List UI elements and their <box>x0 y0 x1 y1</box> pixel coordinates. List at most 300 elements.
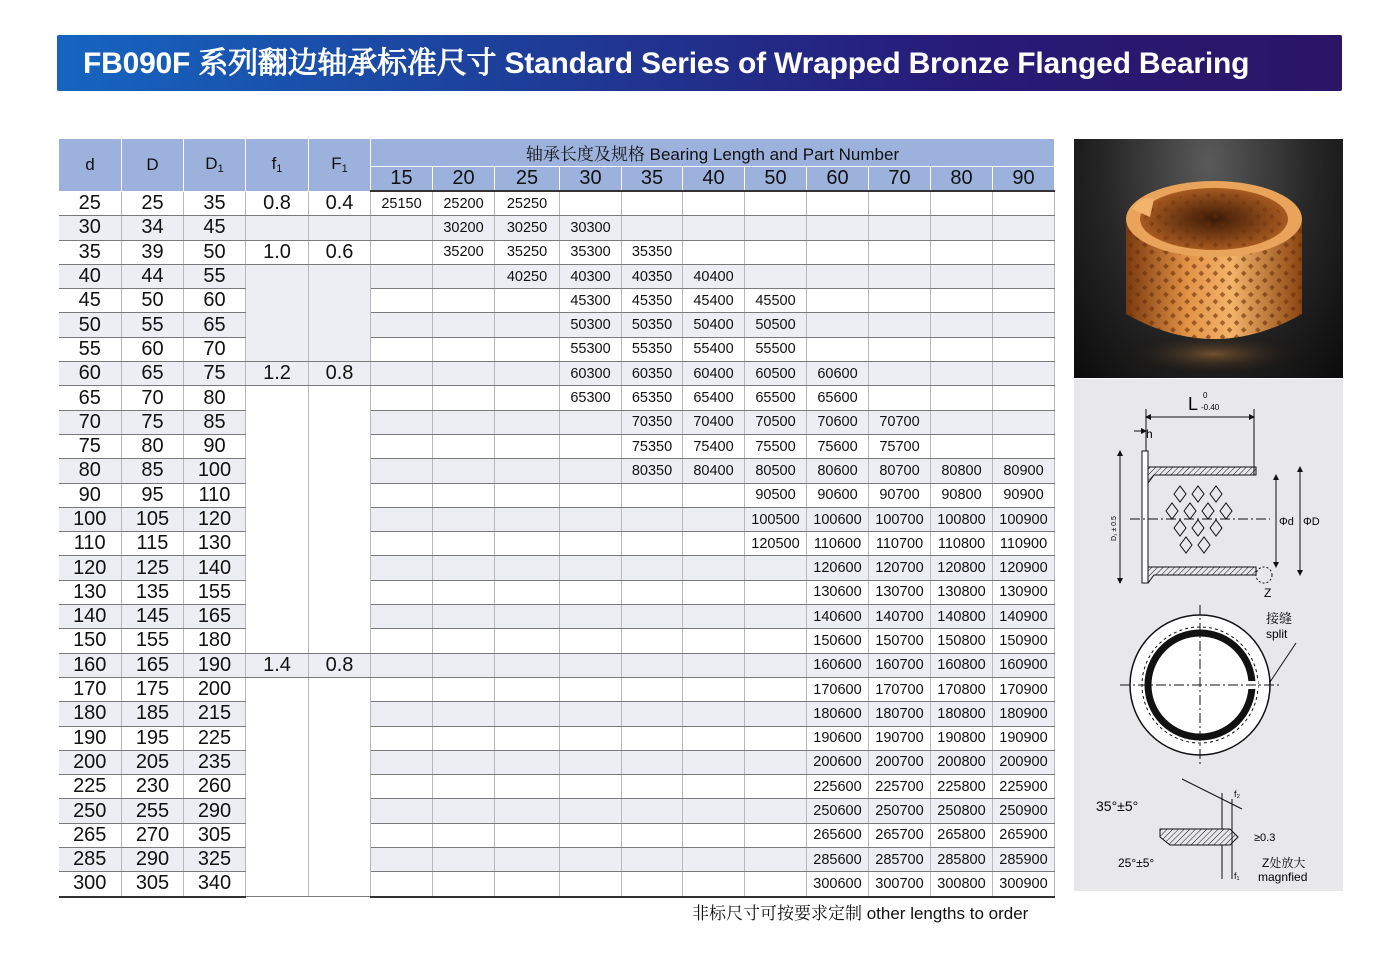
part-number-cell <box>745 264 807 288</box>
part-number-cell: 120800 <box>931 556 993 580</box>
part-number-cell: 45500 <box>745 289 807 313</box>
cell-d: 305 <box>122 872 184 897</box>
part-number-cell: 265800 <box>931 823 993 847</box>
part-number-cell <box>869 313 931 337</box>
part-number-cell: 90700 <box>869 483 931 507</box>
cell-d1: 45 <box>184 216 246 240</box>
part-number-cell: 180600 <box>807 702 869 726</box>
part-number-cell <box>371 580 433 604</box>
clearance-label: ≥0.3 <box>1254 832 1276 844</box>
cell-f1 <box>309 264 371 361</box>
part-number-cell: 70600 <box>807 410 869 434</box>
part-number-cell <box>495 848 560 872</box>
part-number-cell: 75350 <box>622 434 683 458</box>
part-number-cell <box>560 605 622 629</box>
cell-d: 70 <box>122 386 184 410</box>
cell-d: 145 <box>122 605 184 629</box>
cell-d1: 340 <box>184 872 246 897</box>
part-number-cell <box>371 775 433 799</box>
cell-d: 135 <box>122 580 184 604</box>
part-number-cell <box>622 629 683 653</box>
part-number-cell <box>683 216 745 240</box>
part-number-cell <box>433 848 495 872</box>
part-number-cell <box>433 799 495 823</box>
cell-d1: 130 <box>184 532 246 556</box>
table-row <box>59 240 1055 264</box>
part-number-cell <box>433 629 495 653</box>
part-number-cell <box>683 726 745 750</box>
part-number-cell: 100700 <box>869 507 931 531</box>
cell-d: 80 <box>122 434 184 458</box>
part-number-cell <box>931 240 993 264</box>
part-number-cell: 30250 <box>495 216 560 240</box>
table-row <box>59 848 1055 872</box>
part-number-cell <box>433 750 495 774</box>
part-number-cell: 250700 <box>869 799 931 823</box>
part-number-cell <box>495 386 560 410</box>
part-number-cell: 140600 <box>807 605 869 629</box>
part-number-cell: 35350 <box>622 240 683 264</box>
part-number-cell: 55300 <box>560 337 622 361</box>
part-number-cell <box>993 264 1055 288</box>
cell-d1: 90 <box>184 434 246 458</box>
part-number-cell <box>745 677 807 701</box>
part-number-cell: 65300 <box>560 386 622 410</box>
part-number-cell <box>371 337 433 361</box>
cell-f1 <box>246 264 309 361</box>
part-number-cell: 70500 <box>745 410 807 434</box>
part-number-cell: 25150 <box>371 191 433 216</box>
part-number-cell <box>495 629 560 653</box>
part-number-cell <box>622 848 683 872</box>
part-number-cell <box>931 362 993 386</box>
technical-drawing <box>1074 379 1343 891</box>
part-number-cell: 285700 <box>869 848 931 872</box>
part-number-cell: 60600 <box>807 362 869 386</box>
cell-d: 65 <box>122 362 184 386</box>
cell-d1: 65 <box>184 313 246 337</box>
part-number-cell <box>495 289 560 313</box>
part-number-cell <box>683 823 745 847</box>
table-row <box>59 872 1055 897</box>
part-number-cell <box>993 386 1055 410</box>
part-number-cell: 40400 <box>683 264 745 288</box>
part-number-cell <box>683 677 745 701</box>
part-number-cell <box>495 823 560 847</box>
cell-f1 <box>246 677 309 896</box>
part-number-cell <box>560 726 622 750</box>
part-number-cell: 120900 <box>993 556 1055 580</box>
table-row <box>59 702 1055 726</box>
part-number-cell: 80400 <box>683 459 745 483</box>
part-number-cell <box>745 653 807 677</box>
part-number-cell <box>683 653 745 677</box>
part-number-cell <box>931 289 993 313</box>
part-number-cell <box>433 410 495 434</box>
part-number-cell <box>869 386 931 410</box>
part-number-cell: 75400 <box>683 434 745 458</box>
part-number-cell <box>560 629 622 653</box>
part-number-cell: 25250 <box>495 191 560 216</box>
table-row <box>59 823 1055 847</box>
table-row <box>59 605 1055 629</box>
part-number-cell <box>869 362 931 386</box>
part-number-cell <box>371 848 433 872</box>
part-number-cell: 55500 <box>745 337 807 361</box>
header-D1: $D_1$ <box>184 139 246 191</box>
part-number-cell: 70400 <box>683 410 745 434</box>
part-number-cell <box>495 507 560 531</box>
part-number-cell <box>433 532 495 556</box>
part-number-cell <box>993 337 1055 361</box>
cell-d: 85 <box>122 459 184 483</box>
part-number-cell <box>622 653 683 677</box>
part-number-cell: 60350 <box>622 362 683 386</box>
part-number-cell: 100900 <box>993 507 1055 531</box>
table-row <box>59 459 1055 483</box>
part-number-cell: 225600 <box>807 775 869 799</box>
table-row <box>59 726 1055 750</box>
part-number-cell <box>433 677 495 701</box>
cell-d: 270 <box>122 823 184 847</box>
part-number-cell: 200700 <box>869 750 931 774</box>
part-number-cell <box>495 313 560 337</box>
part-number-cell: 45400 <box>683 289 745 313</box>
part-number-cell: 170700 <box>869 677 931 701</box>
length-tol-upper: 0 <box>1203 391 1208 400</box>
cell-d: 45 <box>59 289 122 313</box>
cell-d: 205 <box>122 750 184 774</box>
cell-d: 75 <box>122 410 184 434</box>
cell-d: 185 <box>122 702 184 726</box>
part-number-cell: 250900 <box>993 799 1055 823</box>
part-number-cell: 120700 <box>869 556 931 580</box>
table-row <box>59 313 1055 337</box>
part-number-cell <box>807 289 869 313</box>
part-number-cell <box>495 799 560 823</box>
part-number-cell: 265900 <box>993 823 1055 847</box>
cell-f1 <box>309 677 371 896</box>
part-number-cell: 160700 <box>869 653 931 677</box>
part-number-cell <box>683 556 745 580</box>
part-number-cell: 130900 <box>993 580 1055 604</box>
part-number-cell: 150600 <box>807 629 869 653</box>
part-number-cell: 75500 <box>745 434 807 458</box>
part-number-cell <box>433 507 495 531</box>
part-number-cell <box>495 726 560 750</box>
part-number-cell <box>869 191 931 216</box>
angle-bottom: 25°±5° <box>1118 856 1155 870</box>
cell-d1: 50 <box>184 240 246 264</box>
part-number-cell <box>371 726 433 750</box>
cell-d: 40 <box>59 264 122 288</box>
part-number-cell: 60500 <box>745 362 807 386</box>
cell-f1 <box>246 216 309 240</box>
part-number-cell <box>745 726 807 750</box>
part-number-cell <box>993 410 1055 434</box>
part-number-cell: 190700 <box>869 726 931 750</box>
cell-d: 200 <box>59 750 122 774</box>
cell-f1 <box>309 216 371 240</box>
cell-d: 25 <box>122 191 184 216</box>
cell-d: 35 <box>59 240 122 264</box>
part-number-cell: 140700 <box>869 605 931 629</box>
table-row <box>59 216 1055 240</box>
part-number-cell <box>683 629 745 653</box>
part-number-cell <box>683 605 745 629</box>
part-number-cell: 100600 <box>807 507 869 531</box>
part-number-cell <box>622 605 683 629</box>
part-number-cell <box>433 775 495 799</box>
part-number-cell: 200600 <box>807 750 869 774</box>
part-number-cell: 300700 <box>869 872 931 897</box>
part-number-cell <box>683 702 745 726</box>
part-number-cell <box>371 532 433 556</box>
cell-d1: 200 <box>184 677 246 701</box>
table-row <box>59 362 1055 386</box>
cell-d: 80 <box>59 459 122 483</box>
phi-d-label: Φd <box>1279 516 1294 528</box>
cell-d: 155 <box>122 629 184 653</box>
part-number-cell: 190900 <box>993 726 1055 750</box>
part-number-cell: 90900 <box>993 483 1055 507</box>
part-number-cell <box>807 191 869 216</box>
part-number-cell <box>622 799 683 823</box>
part-number-cell <box>495 532 560 556</box>
part-number-cell <box>622 677 683 701</box>
part-number-cell: 190600 <box>807 726 869 750</box>
part-number-cell <box>931 410 993 434</box>
part-number-cell <box>495 580 560 604</box>
header-d: d <box>59 139 122 191</box>
cell-d: 50 <box>122 289 184 313</box>
part-number-cell <box>560 580 622 604</box>
cell-d: 70 <box>59 410 122 434</box>
header-F1: $F_1$ <box>309 139 371 191</box>
cell-d1: 215 <box>184 702 246 726</box>
cell-f1 <box>246 386 309 653</box>
part-number-cell: 110700 <box>869 532 931 556</box>
part-number-cell <box>560 459 622 483</box>
cell-f1: 1.2 <box>246 362 309 386</box>
part-number-cell: 200900 <box>993 750 1055 774</box>
part-number-cell <box>433 313 495 337</box>
header-length: 30 <box>560 167 622 192</box>
part-number-cell <box>622 702 683 726</box>
header-D: D <box>122 139 184 191</box>
part-number-cell <box>371 216 433 240</box>
table-row <box>59 191 1055 216</box>
part-number-cell <box>683 750 745 774</box>
cell-d: 95 <box>122 483 184 507</box>
part-number-cell <box>371 434 433 458</box>
part-number-cell <box>869 264 931 288</box>
header-length: 20 <box>433 167 495 192</box>
part-number-cell <box>683 483 745 507</box>
part-number-cell <box>931 434 993 458</box>
part-number-cell <box>560 653 622 677</box>
cell-d: 120 <box>59 556 122 580</box>
part-number-cell <box>495 605 560 629</box>
part-number-cell: 90500 <box>745 483 807 507</box>
part-number-cell <box>622 580 683 604</box>
part-number-cell <box>622 507 683 531</box>
part-number-cell <box>993 434 1055 458</box>
part-number-cell: 90600 <box>807 483 869 507</box>
part-number-cell: 250800 <box>931 799 993 823</box>
cell-f1: 0.6 <box>309 240 371 264</box>
d1-label: D₁ ± 0.5 <box>1111 516 1118 541</box>
part-number-cell: 140800 <box>931 605 993 629</box>
table-row <box>59 556 1055 580</box>
part-number-cell <box>622 191 683 216</box>
part-number-cell <box>371 483 433 507</box>
part-number-cell: 80500 <box>745 459 807 483</box>
part-number-cell <box>683 872 745 897</box>
part-number-cell <box>371 459 433 483</box>
part-number-cell <box>622 872 683 897</box>
part-number-cell: 40300 <box>560 264 622 288</box>
part-number-cell <box>560 532 622 556</box>
part-number-cell <box>683 580 745 604</box>
part-number-cell: 35200 <box>433 240 495 264</box>
cell-d: 180 <box>59 702 122 726</box>
part-number-cell: 265600 <box>807 823 869 847</box>
angle-top: 35°±5° <box>1096 798 1139 814</box>
part-number-cell <box>560 823 622 847</box>
part-number-cell <box>931 216 993 240</box>
bearing-size-table <box>58 139 1055 898</box>
part-number-cell: 30300 <box>560 216 622 240</box>
part-number-cell: 65350 <box>622 386 683 410</box>
header-length: 50 <box>745 167 807 192</box>
part-number-cell: 160600 <box>807 653 869 677</box>
cell-d1: 35 <box>184 191 246 216</box>
part-number-cell: 50350 <box>622 313 683 337</box>
part-number-cell <box>560 434 622 458</box>
part-number-cell: 65400 <box>683 386 745 410</box>
cell-d: 290 <box>122 848 184 872</box>
part-number-cell <box>931 264 993 288</box>
detail-en: magnfied <box>1258 870 1308 884</box>
part-number-cell: 300800 <box>931 872 993 897</box>
part-number-cell <box>869 337 931 361</box>
part-number-cell: 40250 <box>495 264 560 288</box>
part-number-cell <box>745 605 807 629</box>
part-number-cell: 250600 <box>807 799 869 823</box>
table-row <box>59 677 1055 701</box>
part-number-cell: 150700 <box>869 629 931 653</box>
part-number-cell: 170800 <box>931 677 993 701</box>
cell-d1: 235 <box>184 750 246 774</box>
part-number-cell <box>495 872 560 897</box>
table-row <box>59 483 1055 507</box>
part-number-cell: 160900 <box>993 653 1055 677</box>
cell-d: 160 <box>59 653 122 677</box>
part-number-cell <box>807 313 869 337</box>
part-number-cell: 45350 <box>622 289 683 313</box>
part-number-cell <box>560 848 622 872</box>
part-number-cell <box>560 507 622 531</box>
part-number-cell: 190800 <box>931 726 993 750</box>
part-number-cell: 285800 <box>931 848 993 872</box>
page-title: FB090F 系列翻边轴承标准尺寸 Standard Series of Wrapped Bronze Flanged Bearing <box>83 47 1250 80</box>
part-number-cell: 80700 <box>869 459 931 483</box>
table-row <box>59 580 1055 604</box>
part-number-cell: 285600 <box>807 848 869 872</box>
cell-d1: 180 <box>184 629 246 653</box>
part-number-cell <box>993 313 1055 337</box>
cell-d: 250 <box>59 799 122 823</box>
cell-d: 140 <box>59 605 122 629</box>
part-number-cell <box>560 750 622 774</box>
part-number-cell <box>371 289 433 313</box>
part-number-cell <box>495 750 560 774</box>
part-number-cell <box>622 532 683 556</box>
part-number-cell <box>495 653 560 677</box>
cell-d: 110 <box>59 532 122 556</box>
part-number-cell <box>495 434 560 458</box>
part-number-cell <box>433 459 495 483</box>
cell-d: 265 <box>59 823 122 847</box>
part-number-cell: 60300 <box>560 362 622 386</box>
cell-d1: 225 <box>184 726 246 750</box>
part-number-cell: 150800 <box>931 629 993 653</box>
cell-d: 125 <box>122 556 184 580</box>
header-length: 40 <box>683 167 745 192</box>
cell-d: 55 <box>59 337 122 361</box>
cell-d: 100 <box>59 507 122 531</box>
table-row <box>59 410 1055 434</box>
part-number-cell <box>371 653 433 677</box>
part-number-cell <box>433 362 495 386</box>
detail-cn: Z处放大 <box>1262 856 1306 870</box>
table-row <box>59 386 1055 410</box>
cell-d1: 290 <box>184 799 246 823</box>
part-number-cell: 50400 <box>683 313 745 337</box>
part-number-cell <box>745 823 807 847</box>
part-number-cell: 265700 <box>869 823 931 847</box>
f2-label: f₂ <box>1234 789 1240 799</box>
part-number-cell: 130700 <box>869 580 931 604</box>
part-number-cell <box>931 386 993 410</box>
table-row <box>59 532 1055 556</box>
header-bearing-length-group: 轴承长度及规格 Bearing Length and Part Number <box>371 139 1055 167</box>
part-number-cell: 300900 <box>993 872 1055 897</box>
part-number-cell <box>745 580 807 604</box>
part-number-cell <box>495 677 560 701</box>
cell-d: 300 <box>59 872 122 897</box>
part-number-cell <box>683 191 745 216</box>
part-number-cell <box>560 799 622 823</box>
part-number-cell <box>371 264 433 288</box>
part-number-cell <box>371 677 433 701</box>
cell-d1: 100 <box>184 459 246 483</box>
table-row <box>59 507 1055 531</box>
part-number-cell: 150900 <box>993 629 1055 653</box>
part-number-cell <box>745 556 807 580</box>
part-number-cell: 70700 <box>869 410 931 434</box>
part-number-cell <box>622 750 683 774</box>
cell-d: 105 <box>122 507 184 531</box>
cell-d: 39 <box>122 240 184 264</box>
part-number-cell <box>371 799 433 823</box>
part-number-cell <box>371 507 433 531</box>
table-row <box>59 434 1055 458</box>
cell-d1: 305 <box>184 823 246 847</box>
part-number-cell: 120500 <box>745 532 807 556</box>
cell-d: 175 <box>122 677 184 701</box>
